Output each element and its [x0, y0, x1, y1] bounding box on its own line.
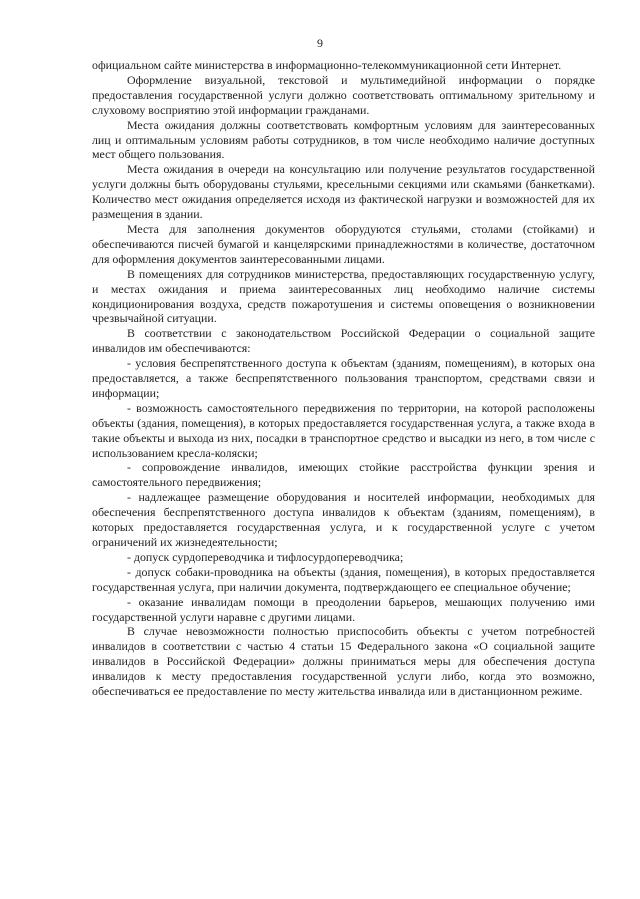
document-body [92, 58, 595, 699]
paragraph-waiting-places: Места ожидания должны соответствовать комфортным условиям для заинтересованных лиц и оптимальным условиям работы сотрудников, в том числе необходимо наличие доступных мест общего пользования. [92, 117, 595, 162]
list-item: - надлежащее размещение оборудования и носителей информации, необходимых для обеспечения беспрепятственного доступа инвалидов к объектам (зданиям, помещениям), в которых предоставляется государственная услуга, и к государственной услуге с учетом ограничений их жизнедеятельности; [92, 490, 595, 549]
paragraph-information-design: Оформление визуальной, текстовой и мультимедийной информации о порядке предоставления государственной услуги должно соответствовать оптимальному зрительному и слуховому восприятию этой информации гражданами. [92, 72, 595, 117]
page-number: 9 [317, 36, 323, 50]
list-item: - допуск собаки-проводника на объекты (здания, помещения), в которых предоставляется государственная услуга, при наличии документа, подтверждающего ее специальное обучение; [92, 564, 595, 594]
paragraph-continuation: официальном сайте министерства в информационно-телекоммуникационной сети Интернет. [92, 58, 562, 72]
paragraph-accessibility-measures: В случае невозможности полностью приспособить объекты с учетом потребностей инвалидов в соответствии с частью 4 статьи 15 Федерального закона «О социальной защите инвалидов в Российской Федерации» должны приниматься меры для обеспечения доступа инвалидов к месту предоставления государственной услуги либо, когда это возможно, обеспечиваться ее предоставление по месту жительства инвалида или в дистанционном режиме. [92, 624, 595, 699]
list-item: - возможность самостоятельного передвижения по территории, на которой расположены объекты (здания, помещения), в которых предоставляется государственная услуга, а также входа в такие объекты и выхода из них, посадки в транспортное средство и высадки из него, в том числе с использованием кресла-коляски; [92, 400, 595, 460]
list-item: - сопровождение инвалидов, имеющих стойкие расстройства функции зрения и самостоятельного передвижения; [92, 460, 595, 490]
list-item: - условия беспрепятственного доступа к объектам (зданиям, помещениям), в которых она предоставляется, а также беспрепятственного пользования транспортом, средствами связи и информации; [92, 356, 595, 400]
paragraph-disability-law: В соответствии с законодательством Российской Федерации о социальной защите инвалидов им обеспечиваются: [92, 326, 595, 356]
list-item: - оказание инвалидам помощи в преодолении барьеров, мешающих получению ими государственной услуги наравне с другими лицами. [92, 594, 595, 624]
list-item: - допуск сурдопереводчика и тифлосурдопереводчика; [127, 549, 404, 564]
paragraph-room-equipment: В помещениях для сотрудников министерства, предоставляющих государственную услугу, и местах ожидания и приема заинтересованных лиц необходимо наличие системы кондиционирования воздуха, средств пожаротушения и системы оповещения о возникновении чрезвычайной ситуации. [92, 266, 595, 326]
paragraph-document-filling: Места для заполнения документов оборудуются стульями, столами (стойками) и обеспечиваются писчей бумагой и канцелярскими принадлежностями в количестве, достаточном для оформления документов заинтересованными лицами. [92, 221, 595, 266]
paragraph-queue-seating: Места ожидания в очереди на консультацию или получение результатов государственной услуги должны быть оборудованы стульями, кресельными секциями или скамьями (банкетками). Количество мест ожидания определяется исходя из фактической нагрузки и возможностей для их размещения в здании. [92, 162, 595, 222]
